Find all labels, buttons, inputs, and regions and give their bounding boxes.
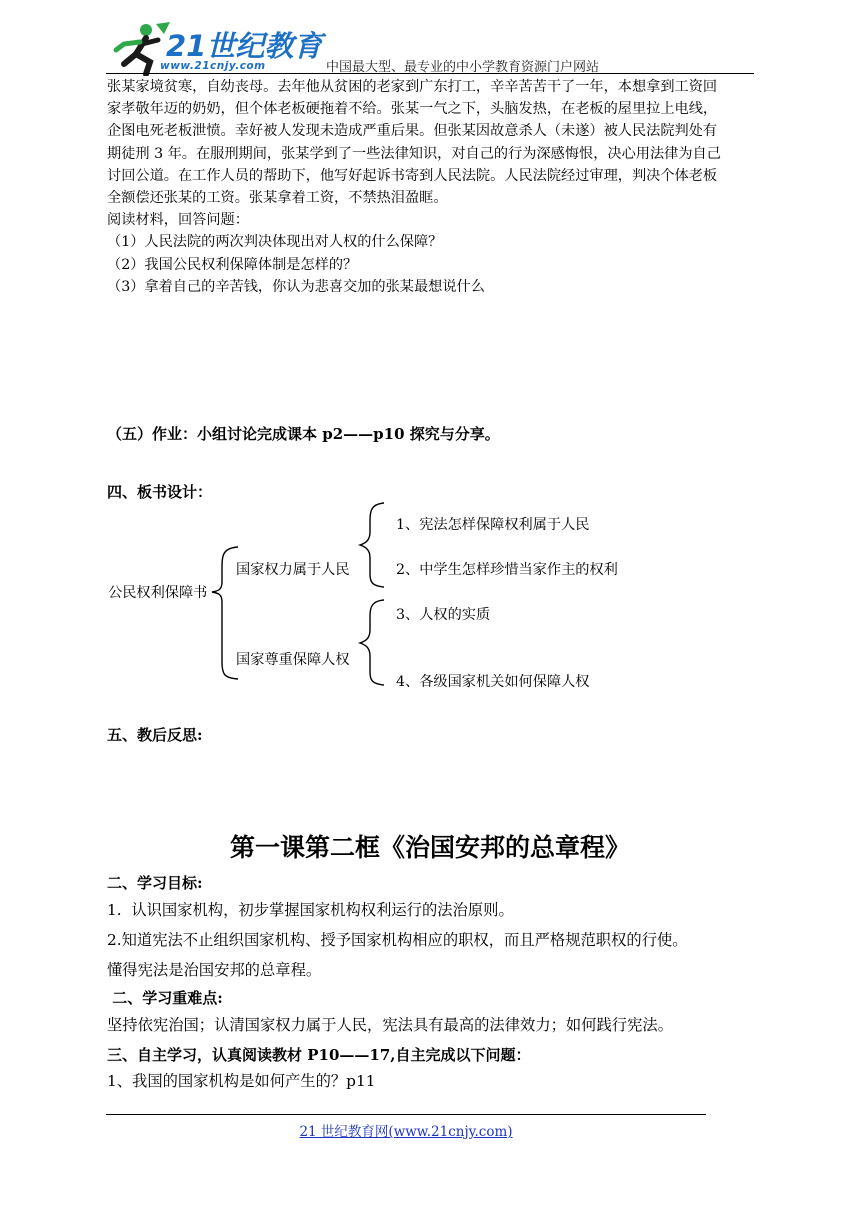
question-1: 1、我国的国家机构是如何产生的？p11 [107, 1072, 376, 1090]
board-leaf-4: 4、各级国家机关如何保障人权 [396, 674, 590, 690]
material-line: 企图电死老板泄愤。幸好被人发现未造成严重后果。但张某因故意杀人（未遂）被人民法院判处有 [107, 123, 718, 140]
material-line: 全额偿还张某的工资。张某拿着工资，不禁热泪盈眶。 [107, 190, 448, 207]
board-leaf-1: 1、宪法怎样保障权利属于人民 [396, 517, 590, 533]
material-line: 家孝敬年迈的奶奶，但个体老板硬拖着不给。张某一气之下，头脑发热，在老板的屋里拉上电线， [107, 101, 718, 118]
material-line: 期徒刑 3 年。在服刑期间，张某学到了一些法律知识，对自己的行为深感悔恨，决心用法律为自己 [107, 145, 721, 162]
material-line: 讨回公道。在工作人员的帮助下，他写好起诉书寄到人民法院。人民法院经过审理，判决个体老板 [107, 167, 718, 184]
main-brace [212, 547, 238, 679]
key-points-heading: 二、学习重难点: [107, 989, 223, 1007]
lesson-title: 第一课第二框《治国安邦的总章程》 [229, 833, 630, 862]
upper-brace [360, 503, 384, 587]
board-leaf-3: 3、人权的实质 [396, 607, 491, 623]
homework-heading: （五）作业：小组讨论完成课本 p2——p10 探究与分享。 [107, 425, 500, 443]
board-branch-rights: 国家尊重保障人权 [236, 652, 350, 668]
goal-1: 1. 认识国家机构，初步掌握国家机构权利运行的法治原则。 [107, 901, 514, 919]
key-points-text: 坚持依宪治国；认清国家权力属于人民，宪法具有最高的法律效力；如何践行宪法。 [107, 1016, 673, 1034]
logo-text: 21世纪教育 [166, 29, 323, 63]
lower-brace [360, 600, 384, 685]
board-leaf-2: 2、中学生怎样珍惜当家作主的权利 [396, 562, 618, 578]
question-line: （3）拿着自己的辛苦钱，你认为悲喜交加的张某最想说什么 [107, 278, 485, 295]
board-root: 公民权利保障书 [108, 585, 208, 601]
board-branch-people: 国家权力属于人民 [236, 562, 350, 578]
header-tagline: 中国最大型、最专业的中小学教育资源门户网站 [326, 60, 600, 75]
reflection-heading: 五、教后反思: [107, 726, 203, 744]
material-line: 张某家境贫寒，自幼丧母。去年他从贫困的老家到广东打工，辛辛苦苦干了一年，本想拿到工资回 [107, 79, 718, 95]
self-study-heading: 三、自主学习，认真阅读教材 P10——17,自主完成以下问题： [107, 1046, 531, 1064]
reading-material [107, 76, 755, 298]
header-rule [106, 73, 754, 74]
instruction-line: 阅读材料，回答问题： [107, 212, 249, 229]
goals-heading: 二、学习目标: [107, 874, 203, 892]
question-line: （2）我国公民权利保障体制是怎样的？ [107, 256, 358, 273]
footer-link[interactable]: 21 世纪教育网(www.21cnjy.com) [299, 1124, 513, 1140]
question-line: （1）人民法院的两次判决体现出对人权的什么保障？ [107, 234, 443, 251]
logo-url: www.21cnjy.com [160, 60, 266, 72]
footer-rule [106, 1114, 706, 1115]
goal-2-line-2: 懂得宪法是治国安邦的总章程。 [107, 961, 322, 979]
board-design-heading: 四、板书设计： [107, 483, 213, 501]
goal-2-line-1: 2.知道宪法不止组织国家机构、授予国家机构相应的职权，而且严格规范职权的行使。 [107, 931, 688, 949]
